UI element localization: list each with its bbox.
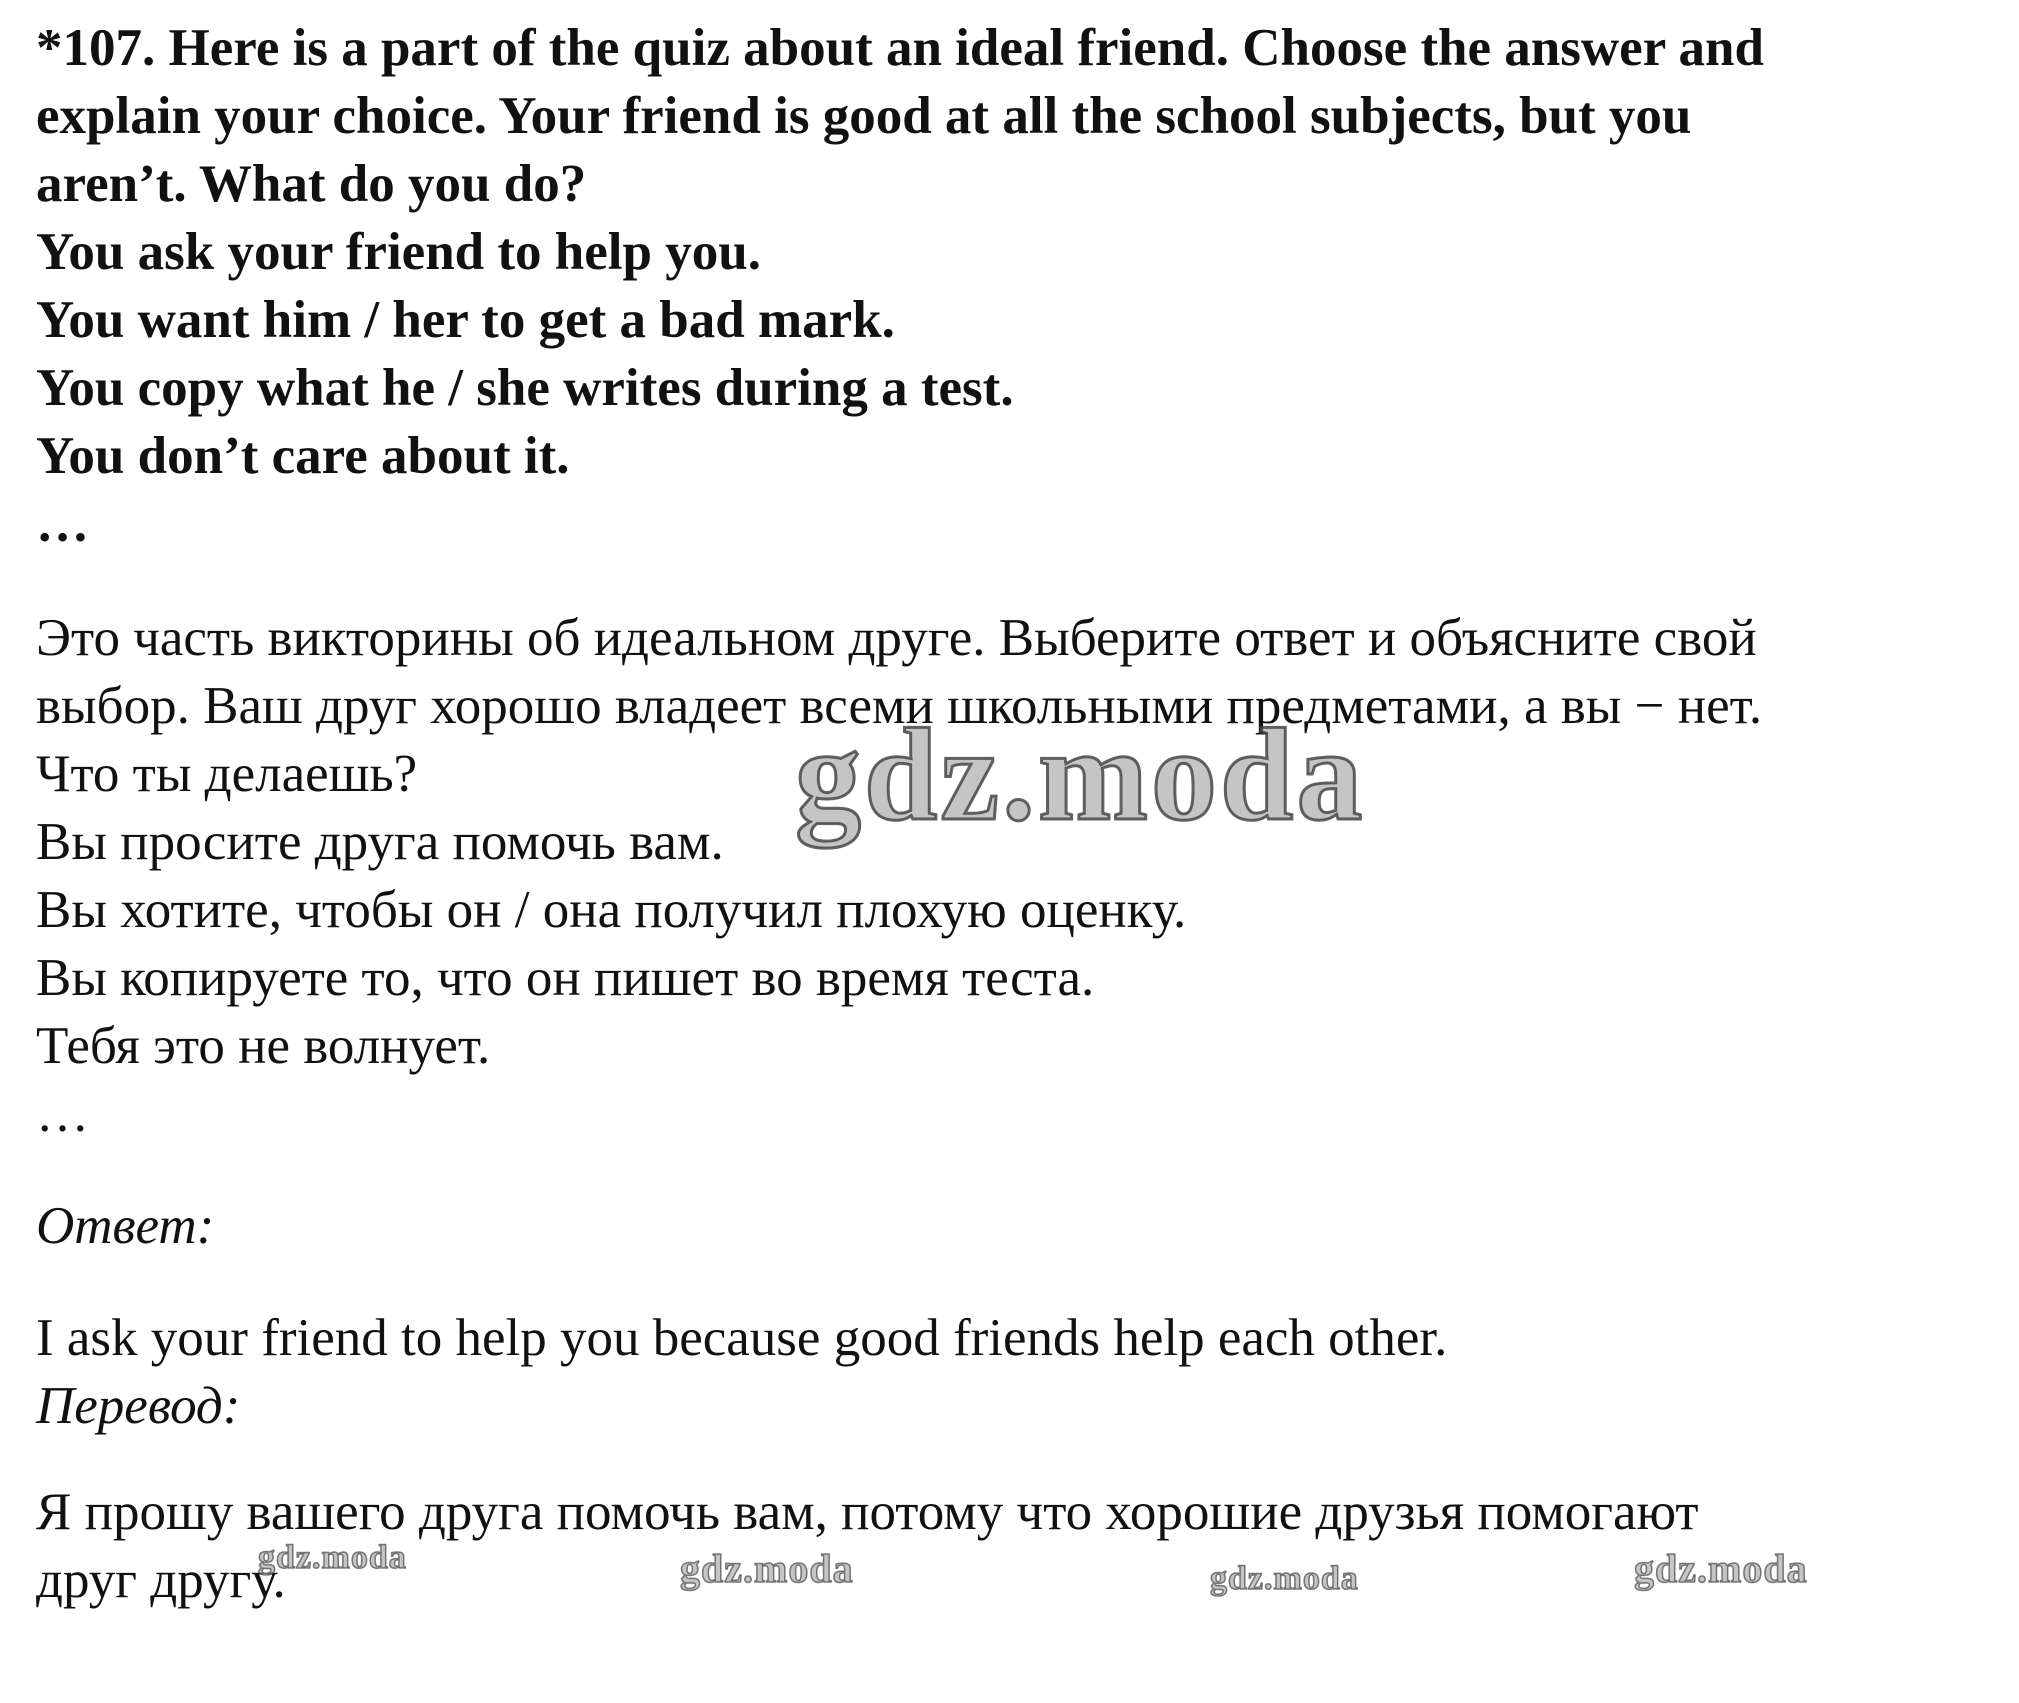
translation-option: Тебя это не волнует. xyxy=(36,1017,491,1075)
translation-line: Что ты делаешь? xyxy=(36,745,418,803)
ellipsis: … xyxy=(36,495,89,553)
answer-text: I ask your friend to help you because good friends help each other. xyxy=(36,1309,1448,1367)
watermark-main: gdz.moda xyxy=(795,701,1366,848)
watermark-small: gdz.moda xyxy=(1210,1560,1359,1597)
task-text xyxy=(36,14,1996,558)
translation-text: друг другу. xyxy=(36,1551,286,1609)
translation-option: Вы копируете то, что он пишет во время теста. xyxy=(36,949,1095,1007)
translation-label: Перевод: xyxy=(36,1377,241,1435)
quiz-option: You want him / her to get a bad mark. xyxy=(36,291,895,349)
quiz-option: You don’t care about it. xyxy=(36,427,570,485)
quiz-option: You copy what he / she writes during a test. xyxy=(36,359,1014,417)
task-translation xyxy=(36,604,1996,1148)
translation-body xyxy=(36,1478,1996,1614)
task-line: *107. Here is a part of the quiz about an ideal friend. Choose the answer and xyxy=(36,19,1764,77)
translation-line: выбор. Ваш друг хорошо владеет всеми школьными предметами, а вы − нет. xyxy=(36,677,1763,735)
translation-option: Вы хотите, чтобы он / она получил плохую оценку. xyxy=(36,881,1187,939)
translation-line: Это часть викторины об идеальном друге. Выберите ответ и объясните свой xyxy=(36,609,1757,667)
task-line: explain your choice. Your friend is good at all the school subjects, but you xyxy=(36,87,1692,145)
translation-option: Вы просите друга помочь вам. xyxy=(36,813,724,871)
quiz-option: You ask your friend to help you. xyxy=(36,223,761,281)
answer-label: Ответ: xyxy=(36,1197,215,1255)
document-page xyxy=(36,14,1996,1614)
watermark-small: gdz.moda xyxy=(258,1539,407,1576)
watermark-small: gdz.moda xyxy=(1634,1546,1808,1591)
watermark-small: gdz.moda xyxy=(680,1546,854,1591)
ellipsis: … xyxy=(36,1085,89,1143)
translation-text: Я прошу вашего друга помочь вам, потому что хорошие друзья помогают xyxy=(36,1483,1699,1541)
answer-body xyxy=(36,1304,1996,1440)
answer-section xyxy=(36,1192,1996,1260)
task-line: aren’t. What do you do? xyxy=(36,155,587,213)
